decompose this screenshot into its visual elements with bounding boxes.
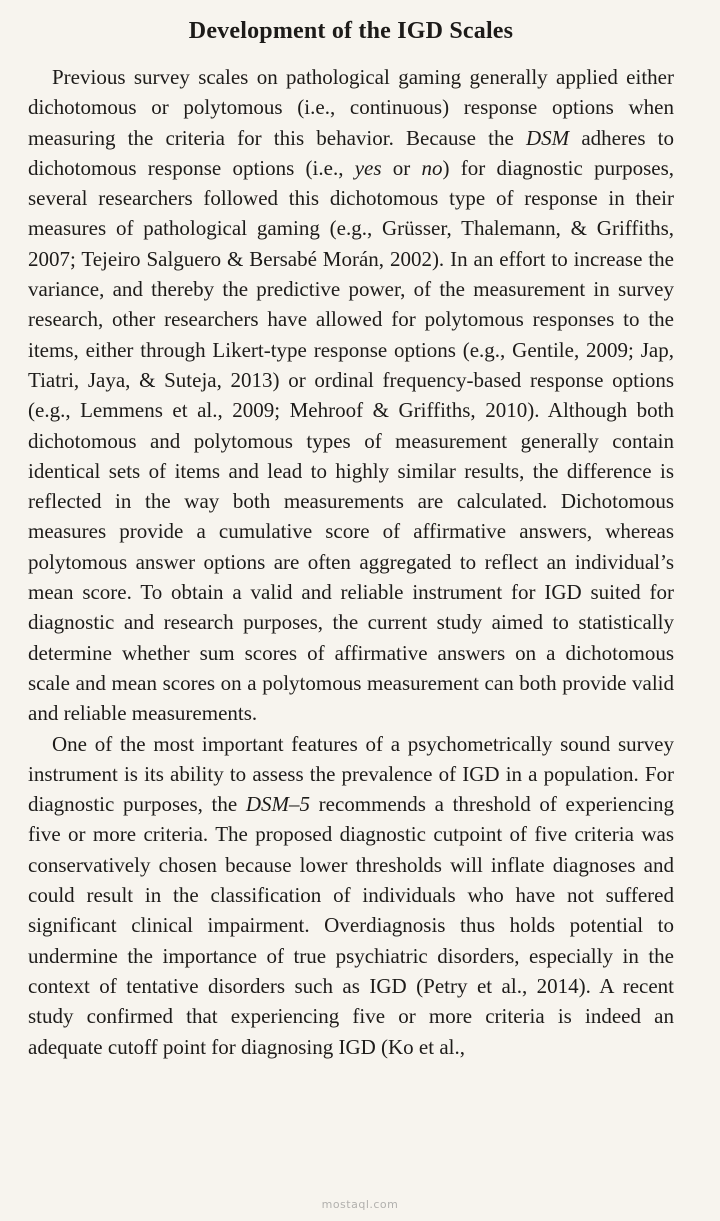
paragraph-1-italic-no: no (421, 155, 443, 180)
paragraph-1-italic-dsm: DSM (526, 125, 570, 150)
paragraph-2-segment: One of the most important features of a psychometrically sound survey instrument is its ability to assess the prevalence of IGD in a population. For diagnostic purposes, the (28, 731, 674, 817)
paragraph-1-segment: Previous survey scales on pathological gaming generally applied either dichotomous or polytomous (i.e., continuous) response options when measuring the criteria for this behavior. Because the (28, 65, 674, 150)
paragraph-2-italic-dsm5: DSM–5 (245, 792, 311, 817)
paragraph-1-segment: adheres to dichotomous response options (i.e., (28, 125, 675, 180)
paragraph-2-segment: recommends a threshold of experiencing five or more criteria. The proposed diagnostic cutpoint of five criteria was conservatively chosen because lower thresholds will inflate diagnoses and could result in the classification of individuals who have not suffered significant clinical impairment. Overdiagnosis thus holds potential to undermine the importance of true psychiatric disorders, especially in the context of tentative disorders such as IGD (Petry et al., 2014). A recent study confirmed that experiencing five or more criteria is indeed an adequate cutoff point for diagnosing IGD (Ko et al., (28, 792, 674, 1059)
paragraph-1 (28, 62, 674, 729)
paragraph-1-italic-yes: yes (354, 155, 382, 180)
paragraph-2 (28, 729, 674, 1062)
watermark: mostaql.com (321, 1198, 399, 1211)
document-page (28, 14, 674, 1062)
section-heading: Development of the IGD Scales (188, 18, 514, 44)
paragraph-1-segment: or (381, 155, 422, 180)
paragraph-1-segment: ) for diagnostic purposes, several researchers followed this dichotomous type of response in their measures of pathological gaming (e.g., Grüsser, Thalemann, & Griffiths, 2007; Tejeiro Salguero & Bersabé Morán, 2002). In an effort to increase the variance, and thereby the predictive power, of the measurement in survey research, other researchers have allowed for polytomous responses to the items, either through Likert-type response options (e.g., Gentile, 2009; Jap, Tiatri, Jaya, & Suteja, 2013) or ordinal frequency-based response options (e.g., Lemmens et al., 2009; Mehroof & Griffiths, 2010). Although both dichotomous and polytomous types of measurement generally contain identical sets of items and lead to highly similar results, the difference is reflected in the way both measurements are calculated. Dichotomous measures provide a cumulative score of affirmative answers, whereas polytomous answer options are often aggregated to reflect an individual’s mean score. To obtain a valid and reliable instrument for IGD suited for diagnostic and research purposes, the current study aimed to statistically determine whether sum scores of affirmative answers on a dichotomous scale and mean scores on a polytomous measurement can both provide valid and reliable measurements. (28, 155, 674, 726)
